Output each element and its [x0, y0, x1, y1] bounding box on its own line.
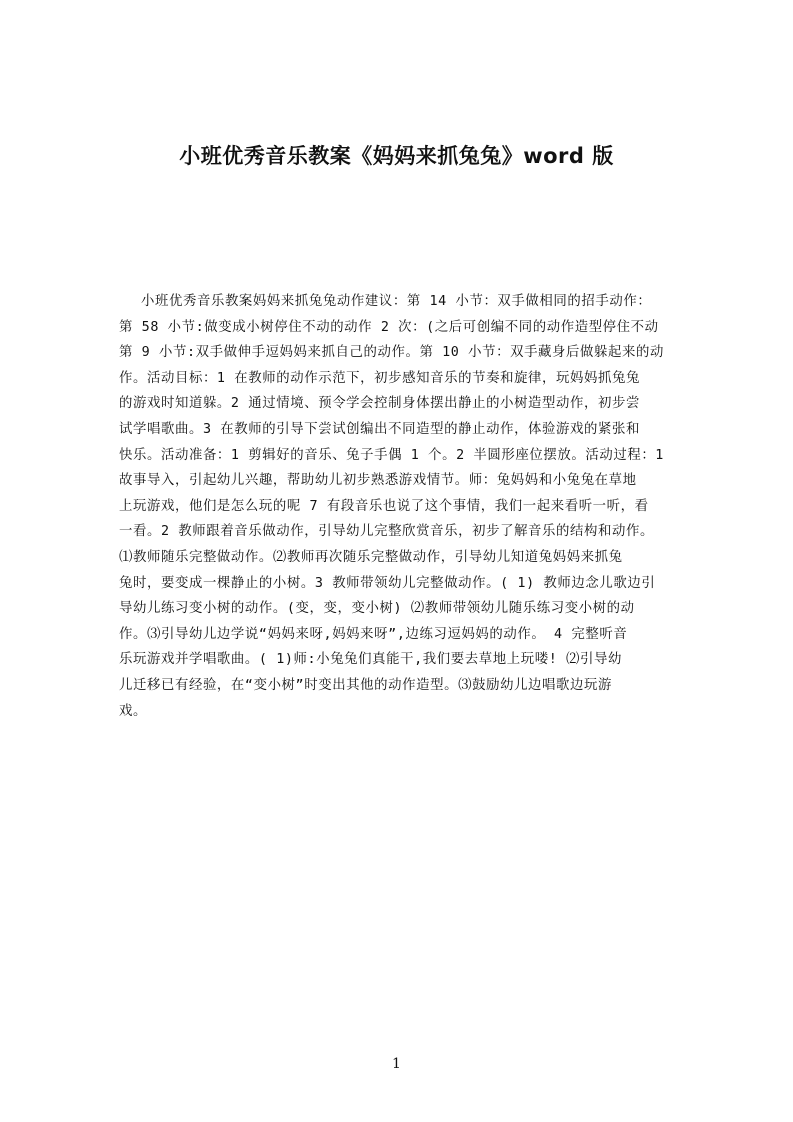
body-line: 故事导入，引起幼儿兴趣，帮助幼儿初步熟悉游戏情节。师：兔妈妈和小兔兔在草地 [119, 473, 637, 489]
body-line: 儿迁移已有经验，在“变小树”时变出其他的动作造型。⑶鼓励幼儿边唱歌边玩游 [119, 677, 613, 693]
body-line: ⑴教师随乐完整做动作。⑵教师再次随乐完整做动作，引导幼儿知道兔妈妈来抓兔 [119, 549, 623, 565]
body-line: 第 9 小节:双手做伸手逗妈妈来抓自己的动作。第 10 小节：双手藏身后做躲起来的动 [119, 345, 664, 361]
body-line: 上玩游戏，他们是怎么玩的呢 7 有段音乐也说了这个事情，我们一起来看听一听，看 [119, 498, 649, 514]
body-line: 第 58 小节:做变成小树停住不动的动作 2 次：(之后可创编不同的动作造型停住不动 [119, 319, 659, 335]
body-line: 的游戏时知道躲。2 通过情境、预令学会控制身体摆出静止的小树造型动作，初步尝 [119, 396, 640, 412]
body-line: 兔时，要变成一棵静止的小树。3 教师带领幼儿完整做动作。( 1) 教师边念儿歌边引 [119, 575, 656, 591]
body-line: 试学唱歌曲。3 在教师的引导下尝试创编出不同造型的静止动作，体验游戏的紧张和 [119, 421, 640, 437]
page-number: 1 [392, 1056, 401, 1072]
body-line: 乐玩游戏并学唱歌曲。( 1)师:小兔兔们真能干,我们要去草地上玩喽! ⑵引导幼 [119, 652, 623, 668]
document-body [119, 289, 699, 739]
body-line: 作。活动目标：1 在教师的动作示范下，初步感知音乐的节奏和旋律，玩妈妈抓兔兔 [119, 370, 640, 386]
body-line: 导幼儿练习变小树的动作。(变，变，变小树) ⑵教师带领幼儿随乐练习变小树的动 [119, 601, 635, 617]
body-line: 戏。 [119, 703, 147, 719]
document-title: 小班优秀音乐教案《妈妈来抓兔兔》word 版 [179, 144, 614, 168]
body-line: 快乐。活动准备：1 剪辑好的音乐、兔子手偶 1 个。2 半圆形座位摆放。活动过程：1 [119, 447, 664, 463]
body-line: 作。⑶引导幼儿边学说“妈妈来呀,妈妈来呀”,边练习逗妈妈的动作。 4 完整听音 [119, 626, 628, 642]
body-line: 一看。2 教师跟着音乐做动作，引导幼儿完整欣赏音乐，初步了解音乐的结构和动作。 [119, 524, 654, 540]
body-line: 小班优秀音乐教案妈妈来抓兔兔动作建议：第 14 小节：双手做相同的招手动作： [141, 294, 652, 309]
